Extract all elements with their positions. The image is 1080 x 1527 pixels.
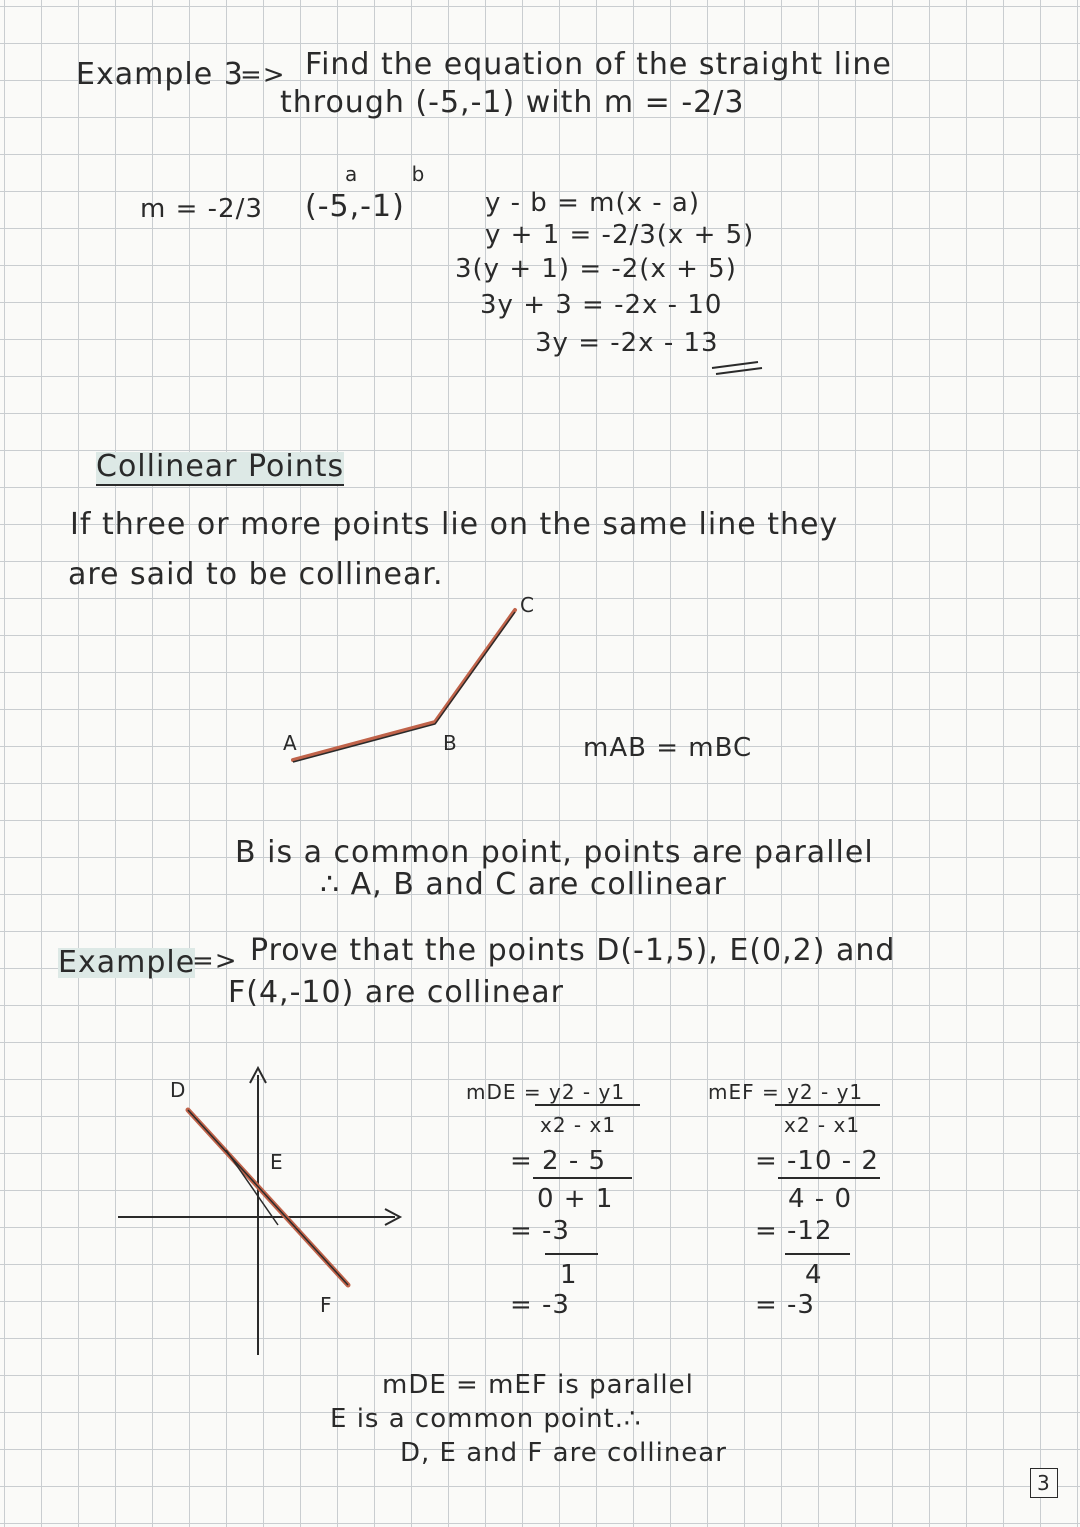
example4-line2: F(4,-10) are collinear <box>228 975 564 1010</box>
def-line-outline <box>188 1110 348 1285</box>
mde-sub-numerator: = 2 - 5 <box>510 1146 607 1176</box>
example4-line1: Prove that the points D(-1,5), E(0,2) and <box>250 933 896 968</box>
example4-arrow: => <box>192 946 238 976</box>
gradient-equality: mAB = mBC <box>583 733 753 763</box>
mef-formula: mEF = y2 - y1 <box>708 1080 864 1104</box>
mef-step-denominator: 4 <box>805 1260 823 1290</box>
example3-point-labels: a b <box>345 162 449 186</box>
point-b-label: B <box>443 731 458 755</box>
point-a-label: A <box>283 731 298 755</box>
mde-denominator: x2 - x1 <box>540 1113 617 1137</box>
answer-underline-2 <box>716 368 762 374</box>
final-statement-3: D, E and F are collinear <box>400 1438 727 1468</box>
mef-step-numerator: = -12 <box>755 1216 833 1246</box>
mef-result: = -3 <box>755 1290 815 1320</box>
mde-step-numerator: = -3 <box>510 1216 570 1246</box>
page-number: 3 <box>1030 1468 1058 1498</box>
mde-result: = -3 <box>510 1290 570 1320</box>
example3-step-2: y + 1 = -2/3(x + 5) <box>485 220 755 250</box>
example3-label: Example 3 <box>76 57 244 92</box>
example3-step-5: 3y = -2x - 13 <box>535 328 719 358</box>
answer-underline <box>712 362 758 368</box>
example3-line2: through (-5,-1) with m = -2/3 <box>280 85 745 120</box>
example3-step-1: y - b = m(x - a) <box>485 188 700 218</box>
final-statement-2: E is a common point.∴ <box>330 1404 642 1434</box>
mde-formula: mDE = y2 - y1 <box>466 1080 626 1104</box>
mde-sub-denominator: 0 + 1 <box>537 1184 614 1214</box>
graph-d-label: D <box>170 1078 187 1102</box>
collinear-conclusion-2: ∴ A, B and C are collinear <box>320 867 727 902</box>
final-statement-1: mDE = mEF is parallel <box>382 1370 694 1400</box>
collinear-definition-line1: If three or more points lie on the same line they <box>70 507 839 542</box>
collinear-conclusion-1: B is a common point, points are parallel <box>235 835 874 870</box>
example3-m-given: m = -2/3 <box>140 194 263 224</box>
graph-f-label: F <box>320 1293 333 1317</box>
abc-line-outline <box>293 612 515 762</box>
mef-sub-denominator: 4 - 0 <box>788 1184 852 1214</box>
mef-denominator: x2 - x1 <box>784 1113 861 1137</box>
example3-step-4: 3y + 3 = -2x - 10 <box>480 290 723 320</box>
mef-sub-numerator: = -10 - 2 <box>755 1146 879 1176</box>
example4-label: Example <box>58 945 196 980</box>
collinear-heading: Collinear Points <box>96 449 345 484</box>
collinear-definition-line2: are said to be collinear. <box>68 557 444 592</box>
example3-step-3: 3(y + 1) = -2(x + 5) <box>455 254 737 284</box>
graph-e-label: E <box>270 1150 284 1174</box>
example3-arrow: => <box>240 60 286 90</box>
point-c-label: C <box>520 593 535 617</box>
abc-line <box>293 610 515 760</box>
example3-point: (-5,-1) <box>305 189 405 224</box>
mde-step-denominator: 1 <box>560 1260 578 1290</box>
example3-line1: Find the equation of the straight line <box>305 47 892 82</box>
